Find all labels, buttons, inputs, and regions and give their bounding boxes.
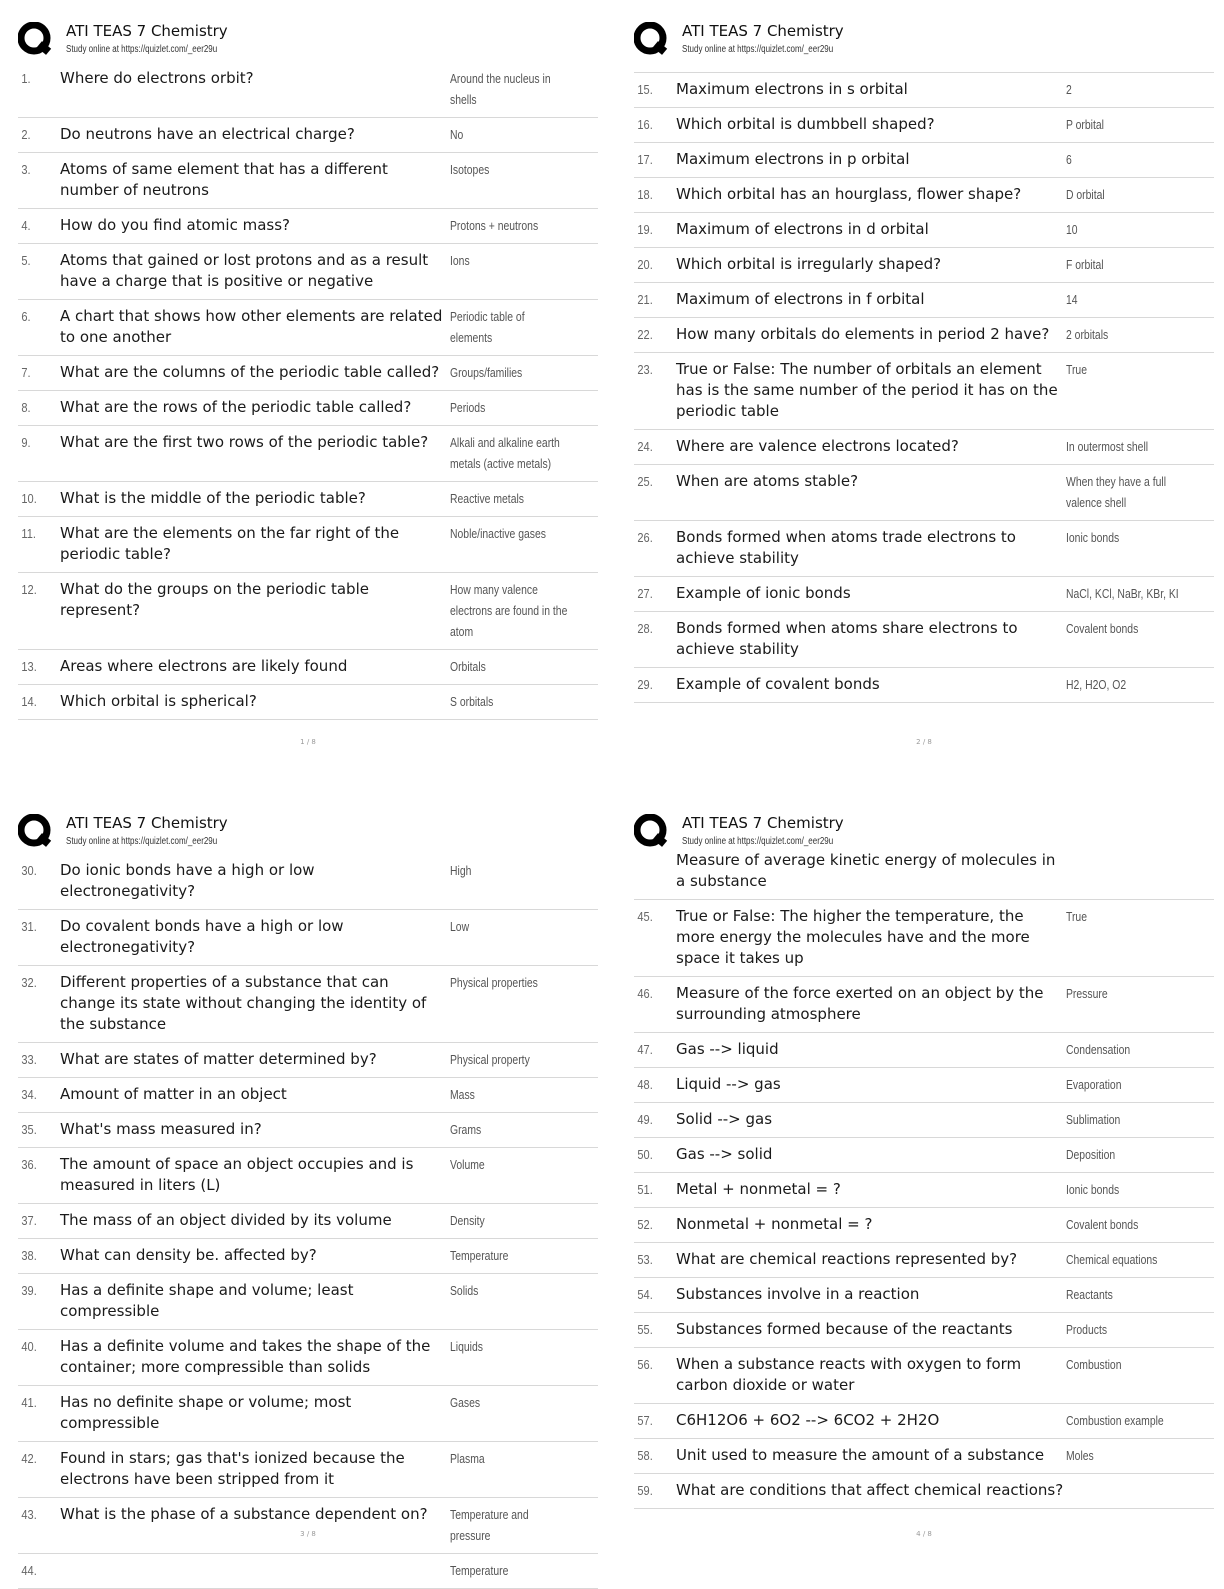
card-number: 34. (21, 1087, 37, 1102)
card-number: 53. (637, 1252, 653, 1267)
card-number: 55. (637, 1322, 653, 1337)
card-definition: S orbitals (450, 694, 494, 709)
card-row (18, 1148, 598, 1204)
card-definition: Combustion example (1066, 1413, 1164, 1428)
card-row (18, 1043, 598, 1078)
card-row (634, 612, 1214, 668)
card-definition: Physical property (450, 1052, 530, 1067)
card-term: Has a definite volume and takes the shape of the container; more compressible than solids (60, 1337, 431, 1376)
card-term: Atoms of same element that has a different number of neutrons (60, 160, 388, 199)
card-number: 21. (637, 292, 653, 307)
card-row (18, 910, 598, 966)
card-definition: When they have a full valence shell (1066, 474, 1167, 510)
card-term: Bonds formed when atoms share electrons to achieve stability (676, 619, 1018, 658)
card-number: 57. (637, 1413, 653, 1428)
page-subtitle: Study online at https://quizlet.com/_eer29u (682, 836, 834, 847)
card-definition: Covalent bonds (1066, 1217, 1139, 1232)
card-row (18, 482, 598, 517)
card-row (634, 353, 1214, 430)
card-definition: True (1066, 362, 1087, 377)
card-number (634, 850, 670, 892)
card-term: Where are valence electrons located? (676, 437, 959, 455)
card-term: What is the middle of the periodic table? (60, 489, 366, 507)
card-row (18, 1498, 598, 1554)
card-term: What is the phase of a substance dependent on? (60, 1505, 428, 1523)
card-term: What are the rows of the periodic table called? (60, 398, 412, 416)
card-term: What are states of matter determined by? (60, 1050, 377, 1068)
card-number: 33. (21, 1052, 37, 1067)
card-definition (1066, 1480, 1184, 1501)
card-list (634, 844, 1214, 1509)
card-number: 54. (637, 1287, 653, 1302)
card-term: Bonds formed when atoms trade electrons to achieve stability (676, 528, 1016, 567)
page-subtitle: Study online at https://quizlet.com/_eer29u (682, 44, 834, 55)
card-definition: 6 (1066, 152, 1072, 167)
card-term: When are atoms stable? (676, 472, 859, 490)
card-definition: Alkali and alkaline earth metals (active metals) (450, 435, 560, 471)
card-term: Maximum electrons in s orbital (676, 80, 908, 98)
card-term: C6H12O6 + 6O2 --> 6CO2 + 2H2O (676, 1411, 940, 1429)
card-definition: Gases (450, 1395, 481, 1410)
card-term: True or False: The higher the temperature, the more energy the molecules have and the more space it takes up (676, 907, 1030, 967)
quizlet-logo-icon (634, 814, 668, 848)
card-definition: Products (1066, 1322, 1108, 1337)
card-term: Amount of matter in an object (60, 1085, 287, 1103)
card-definition: Temperature and pressure (450, 1507, 529, 1543)
card-term: Areas where electrons are likely found (60, 657, 348, 675)
card-term: Has no definite shape or volume; most compressible (60, 1393, 352, 1432)
card-term: Measure of the force exerted on an object by the surrounding atmosphere (676, 984, 1044, 1023)
card-number: 8. (21, 400, 31, 415)
card-row (18, 391, 598, 426)
card-definition: 2 (1066, 82, 1072, 97)
card-term: Which orbital is dumbbell shaped? (676, 115, 935, 133)
card-definition: Pressure (1066, 986, 1108, 1001)
card-definition: Periodic table of elements (450, 309, 525, 345)
card-number: 23. (637, 362, 653, 377)
card-row (634, 1278, 1214, 1313)
card-row (634, 318, 1214, 353)
card-term: Measure of average kinetic energy of molecules in a substance (676, 851, 1056, 890)
card-term: What are the elements on the far right of the periodic table? (60, 524, 400, 563)
card-definition: Solids (450, 1283, 479, 1298)
card-definition: Plasma (450, 1451, 485, 1466)
card-number: 18. (637, 187, 653, 202)
card-term: The amount of space an object occupies and is measured in liters (L) (60, 1155, 414, 1194)
card-number: 48. (637, 1077, 653, 1092)
card-definition: Covalent bonds (1066, 621, 1139, 636)
card-number: 43. (21, 1507, 37, 1522)
card-definition: Ionic bonds (1066, 530, 1120, 545)
card-definition (1066, 850, 1184, 892)
card-definition: In outermost shell (1066, 439, 1149, 454)
card-number: 37. (21, 1213, 37, 1228)
card-number: 31. (21, 919, 37, 934)
card-number: 58. (637, 1448, 653, 1463)
card-row (18, 1330, 598, 1386)
card-row (634, 668, 1214, 703)
card-definition: Reactive metals (450, 491, 524, 506)
page-title: ATI TEAS 7 Chemistry (682, 22, 844, 40)
card-row (18, 153, 598, 209)
card-row (634, 1439, 1214, 1474)
card-definition: High (450, 863, 472, 878)
card-number: 3. (21, 162, 31, 177)
card-row (18, 517, 598, 573)
card-term: The mass of an object divided by its volume (60, 1211, 392, 1229)
card-term: What are conditions that affect chemical reactions? (676, 1481, 1064, 1499)
card-definition: How many valence electrons are found in the atom (450, 582, 568, 639)
card-definition: Condensation (1066, 1042, 1131, 1057)
card-number: 32. (21, 975, 37, 990)
card-term: Liquid --> gas (676, 1075, 781, 1093)
card-definition: Periods (450, 400, 486, 415)
card-row (18, 650, 598, 685)
card-row (18, 62, 598, 118)
card-number: 22. (637, 327, 653, 342)
card-number: 39. (21, 1283, 37, 1298)
page-number: 3 / 8 (300, 1530, 316, 1538)
card-row (634, 977, 1214, 1033)
card-number: 7. (21, 365, 31, 380)
card-term: What can density be. affected by? (60, 1246, 317, 1264)
card-number: 51. (637, 1182, 653, 1197)
card-definition: Grams (450, 1122, 482, 1137)
card-row (18, 1442, 598, 1498)
card-number: 45. (637, 909, 653, 924)
page-subtitle: Study online at https://quizlet.com/_eer29u (66, 44, 218, 55)
card-row (634, 1348, 1214, 1404)
card-row (18, 118, 598, 153)
card-term: Found in stars; gas that's ionized because the electrons have been stripped from it (60, 1449, 405, 1488)
quizlet-logo-icon (634, 22, 668, 56)
card-row (634, 72, 1214, 108)
card-number: 26. (637, 530, 653, 545)
card-term: What are the first two rows of the periodic table? (60, 433, 429, 451)
document-page-4 (634, 810, 1214, 1580)
card-definition: 14 (1066, 292, 1078, 307)
card-number: 1. (21, 71, 31, 86)
card-row (18, 426, 598, 482)
card-term: Which orbital is irregularly shaped? (676, 255, 942, 273)
card-term: Do neutrons have an electrical charge? (60, 125, 355, 143)
card-row (18, 573, 598, 650)
card-row (18, 1274, 598, 1330)
card-number: 15. (637, 82, 653, 97)
quizlet-logo-icon (18, 814, 52, 848)
card-row (634, 1173, 1214, 1208)
card-definition: Moles (1066, 1448, 1094, 1463)
card-definition: Liquids (450, 1339, 483, 1354)
card-term: Different properties of a substance that can change its state without changing the identity of the substance (60, 973, 427, 1033)
card-definition: F orbital (1066, 257, 1104, 272)
card-definition: Temperature (450, 1563, 509, 1578)
card-row (634, 108, 1214, 143)
card-number: 28. (637, 621, 653, 636)
card-definition: Evaporation (1066, 1077, 1122, 1092)
card-definition: Volume (450, 1157, 485, 1172)
card-row (634, 1404, 1214, 1439)
card-term (60, 1560, 450, 1581)
card-number: 20. (637, 257, 653, 272)
page-header (18, 18, 598, 62)
card-term: Solid --> gas (676, 1110, 773, 1128)
card-definition: Deposition (1066, 1147, 1116, 1162)
card-term: True or False: The number of orbitals an element has is the same number of the period it has on the periodic table (676, 360, 1058, 420)
card-number: 38. (21, 1248, 37, 1263)
card-term: Metal + nonmetal = ? (676, 1180, 841, 1198)
card-definition: Low (450, 919, 470, 934)
document-page-2 (634, 18, 1214, 788)
card-row (18, 356, 598, 391)
card-term: How many orbitals do elements in period 2 have? (676, 325, 1050, 343)
card-row (634, 521, 1214, 577)
card-term: Atoms that gained or lost protons and as a result have a charge that is positive or negative (60, 251, 429, 290)
card-list (18, 62, 598, 720)
card-number: 29. (637, 677, 653, 692)
card-number: 52. (637, 1217, 653, 1232)
quizlet-logo-icon (18, 22, 52, 56)
card-list (634, 72, 1214, 703)
card-row (634, 577, 1214, 612)
card-row (18, 1078, 598, 1113)
card-row (18, 1204, 598, 1239)
card-term: Unit used to measure the amount of a substance (676, 1446, 1045, 1464)
card-number: 41. (21, 1395, 37, 1410)
card-row (634, 1243, 1214, 1278)
card-number: 49. (637, 1112, 653, 1127)
card-number: 56. (637, 1357, 653, 1372)
card-number: 59. (637, 1483, 653, 1498)
card-number: 25. (637, 474, 653, 489)
page-title: ATI TEAS 7 Chemistry (682, 814, 844, 832)
card-term: A chart that shows how other elements are related to one another (60, 307, 443, 346)
card-term: Do covalent bonds have a high or low electronegativity? (60, 917, 344, 956)
card-definition: NaCl, KCl, NaBr, KBr, KI (1066, 586, 1179, 601)
card-term: Gas --> liquid (676, 1040, 779, 1058)
card-row (18, 854, 598, 910)
card-row (634, 465, 1214, 521)
card-row (634, 1474, 1214, 1509)
card-term: Nonmetal + nonmetal = ? (676, 1215, 873, 1233)
page-header (18, 810, 598, 854)
card-definition: Around the nucleus in shells (450, 71, 551, 107)
card-row (18, 209, 598, 244)
card-term: Has a definite shape and volume; least compressible (60, 1281, 354, 1320)
card-definition: True (1066, 909, 1087, 924)
card-definition: Protons + neutrons (450, 218, 539, 233)
card-number: 13. (21, 659, 37, 674)
card-row (634, 1208, 1214, 1243)
card-definition: 2 orbitals (1066, 327, 1109, 342)
card-row (18, 300, 598, 356)
card-term: Which orbital has an hourglass, flower shape? (676, 185, 1022, 203)
card-number: 35. (21, 1122, 37, 1137)
document-page-3 (18, 810, 598, 1580)
card-definition: P orbital (1066, 117, 1104, 132)
card-term: How do you find atomic mass? (60, 216, 290, 234)
card-definition: Groups/families (450, 365, 523, 380)
card-number: 10. (21, 491, 37, 506)
card-number: 46. (637, 986, 653, 1001)
card-term: What's mass measured in? (60, 1120, 262, 1138)
card-row (634, 143, 1214, 178)
card-number: 12. (21, 582, 37, 597)
card-number: 24. (637, 439, 653, 454)
card-number: 50. (637, 1147, 653, 1162)
card-row (18, 966, 598, 1043)
card-number: 14. (21, 694, 37, 709)
card-row (634, 1103, 1214, 1138)
card-term: Substances formed because of the reactants (676, 1320, 1013, 1338)
card-number: 36. (21, 1157, 37, 1172)
card-term: Example of covalent bonds (676, 675, 880, 693)
card-row (634, 213, 1214, 248)
card-row (18, 685, 598, 720)
card-term: What are the columns of the periodic table called? (60, 363, 440, 381)
card-number: 16. (637, 117, 653, 132)
card-row (18, 1113, 598, 1148)
card-number: 4. (21, 218, 31, 233)
card-number: 5. (21, 253, 31, 268)
card-row (18, 1386, 598, 1442)
page-title: ATI TEAS 7 Chemistry (66, 22, 228, 40)
card-term: Maximum of electrons in f orbital (676, 290, 925, 308)
card-number: 19. (637, 222, 653, 237)
card-definition: Combustion (1066, 1357, 1122, 1372)
card-definition: Temperature (450, 1248, 509, 1263)
card-definition: Chemical equations (1066, 1252, 1158, 1267)
card-term: Substances involve in a reaction (676, 1285, 920, 1303)
card-definition: Density (450, 1213, 485, 1228)
card-definition: Noble/inactive gases (450, 526, 546, 541)
page-title: ATI TEAS 7 Chemistry (66, 814, 228, 832)
card-definition: No (450, 127, 464, 142)
card-term: What do the groups on the periodic table represent? (60, 580, 369, 619)
card-number: 42. (21, 1451, 37, 1466)
card-number: 40. (21, 1339, 37, 1354)
card-number: 2. (21, 127, 31, 142)
card-definition: Reactants (1066, 1287, 1113, 1302)
card-number: 47. (637, 1042, 653, 1057)
card-row (634, 1313, 1214, 1348)
card-term: Do ionic bonds have a high or low electronegativity? (60, 861, 315, 900)
page-subtitle: Study online at https://quizlet.com/_eer29u (66, 836, 218, 847)
card-row (18, 1239, 598, 1274)
card-number: 9. (21, 435, 31, 450)
card-row (634, 900, 1214, 977)
card-number: 17. (637, 152, 653, 167)
card-definition: Sublimation (1066, 1112, 1121, 1127)
card-definition: Ionic bonds (1066, 1182, 1120, 1197)
card-row (634, 1068, 1214, 1103)
card-term: Example of ionic bonds (676, 584, 851, 602)
card-definition: Mass (450, 1087, 475, 1102)
card-row (634, 430, 1214, 465)
document-page-1 (18, 18, 598, 788)
card-definition: Orbitals (450, 659, 486, 674)
card-number: 27. (637, 586, 653, 601)
card-row (634, 178, 1214, 213)
card-definition: H2, H2O, O2 (1066, 677, 1127, 692)
card-definition: Physical properties (450, 975, 538, 990)
card-term: Which orbital is spherical? (60, 692, 257, 710)
card-number: 44. (21, 1563, 37, 1578)
card-list (18, 854, 598, 1589)
card-term: When a substance reacts with oxygen to form carbon dioxide or water (676, 1355, 1022, 1394)
card-term: What are chemical reactions represented by? (676, 1250, 1018, 1268)
card-number: 11. (21, 526, 36, 541)
card-term: Maximum electrons in p orbital (676, 150, 910, 168)
page-number: 4 / 8 (916, 1530, 932, 1538)
card-row (634, 1138, 1214, 1173)
card-term: Where do electrons orbit? (60, 69, 254, 87)
card-term: Gas --> solid (676, 1145, 773, 1163)
card-row (634, 248, 1214, 283)
card-row (18, 244, 598, 300)
card-row (634, 1033, 1214, 1068)
card-definition: Ions (450, 253, 470, 268)
card-definition: D orbital (1066, 187, 1105, 202)
card-number: 6. (21, 309, 31, 324)
card-definition: 10 (1066, 222, 1078, 237)
card-definition: Isotopes (450, 162, 490, 177)
card-number: 30. (21, 863, 37, 878)
page-number: 2 / 8 (916, 738, 932, 746)
page-header (634, 18, 1214, 62)
card-row (634, 283, 1214, 318)
page-number: 1 / 8 (300, 738, 316, 746)
card-term: Maximum of electrons in d orbital (676, 220, 929, 238)
card-row (634, 844, 1214, 900)
